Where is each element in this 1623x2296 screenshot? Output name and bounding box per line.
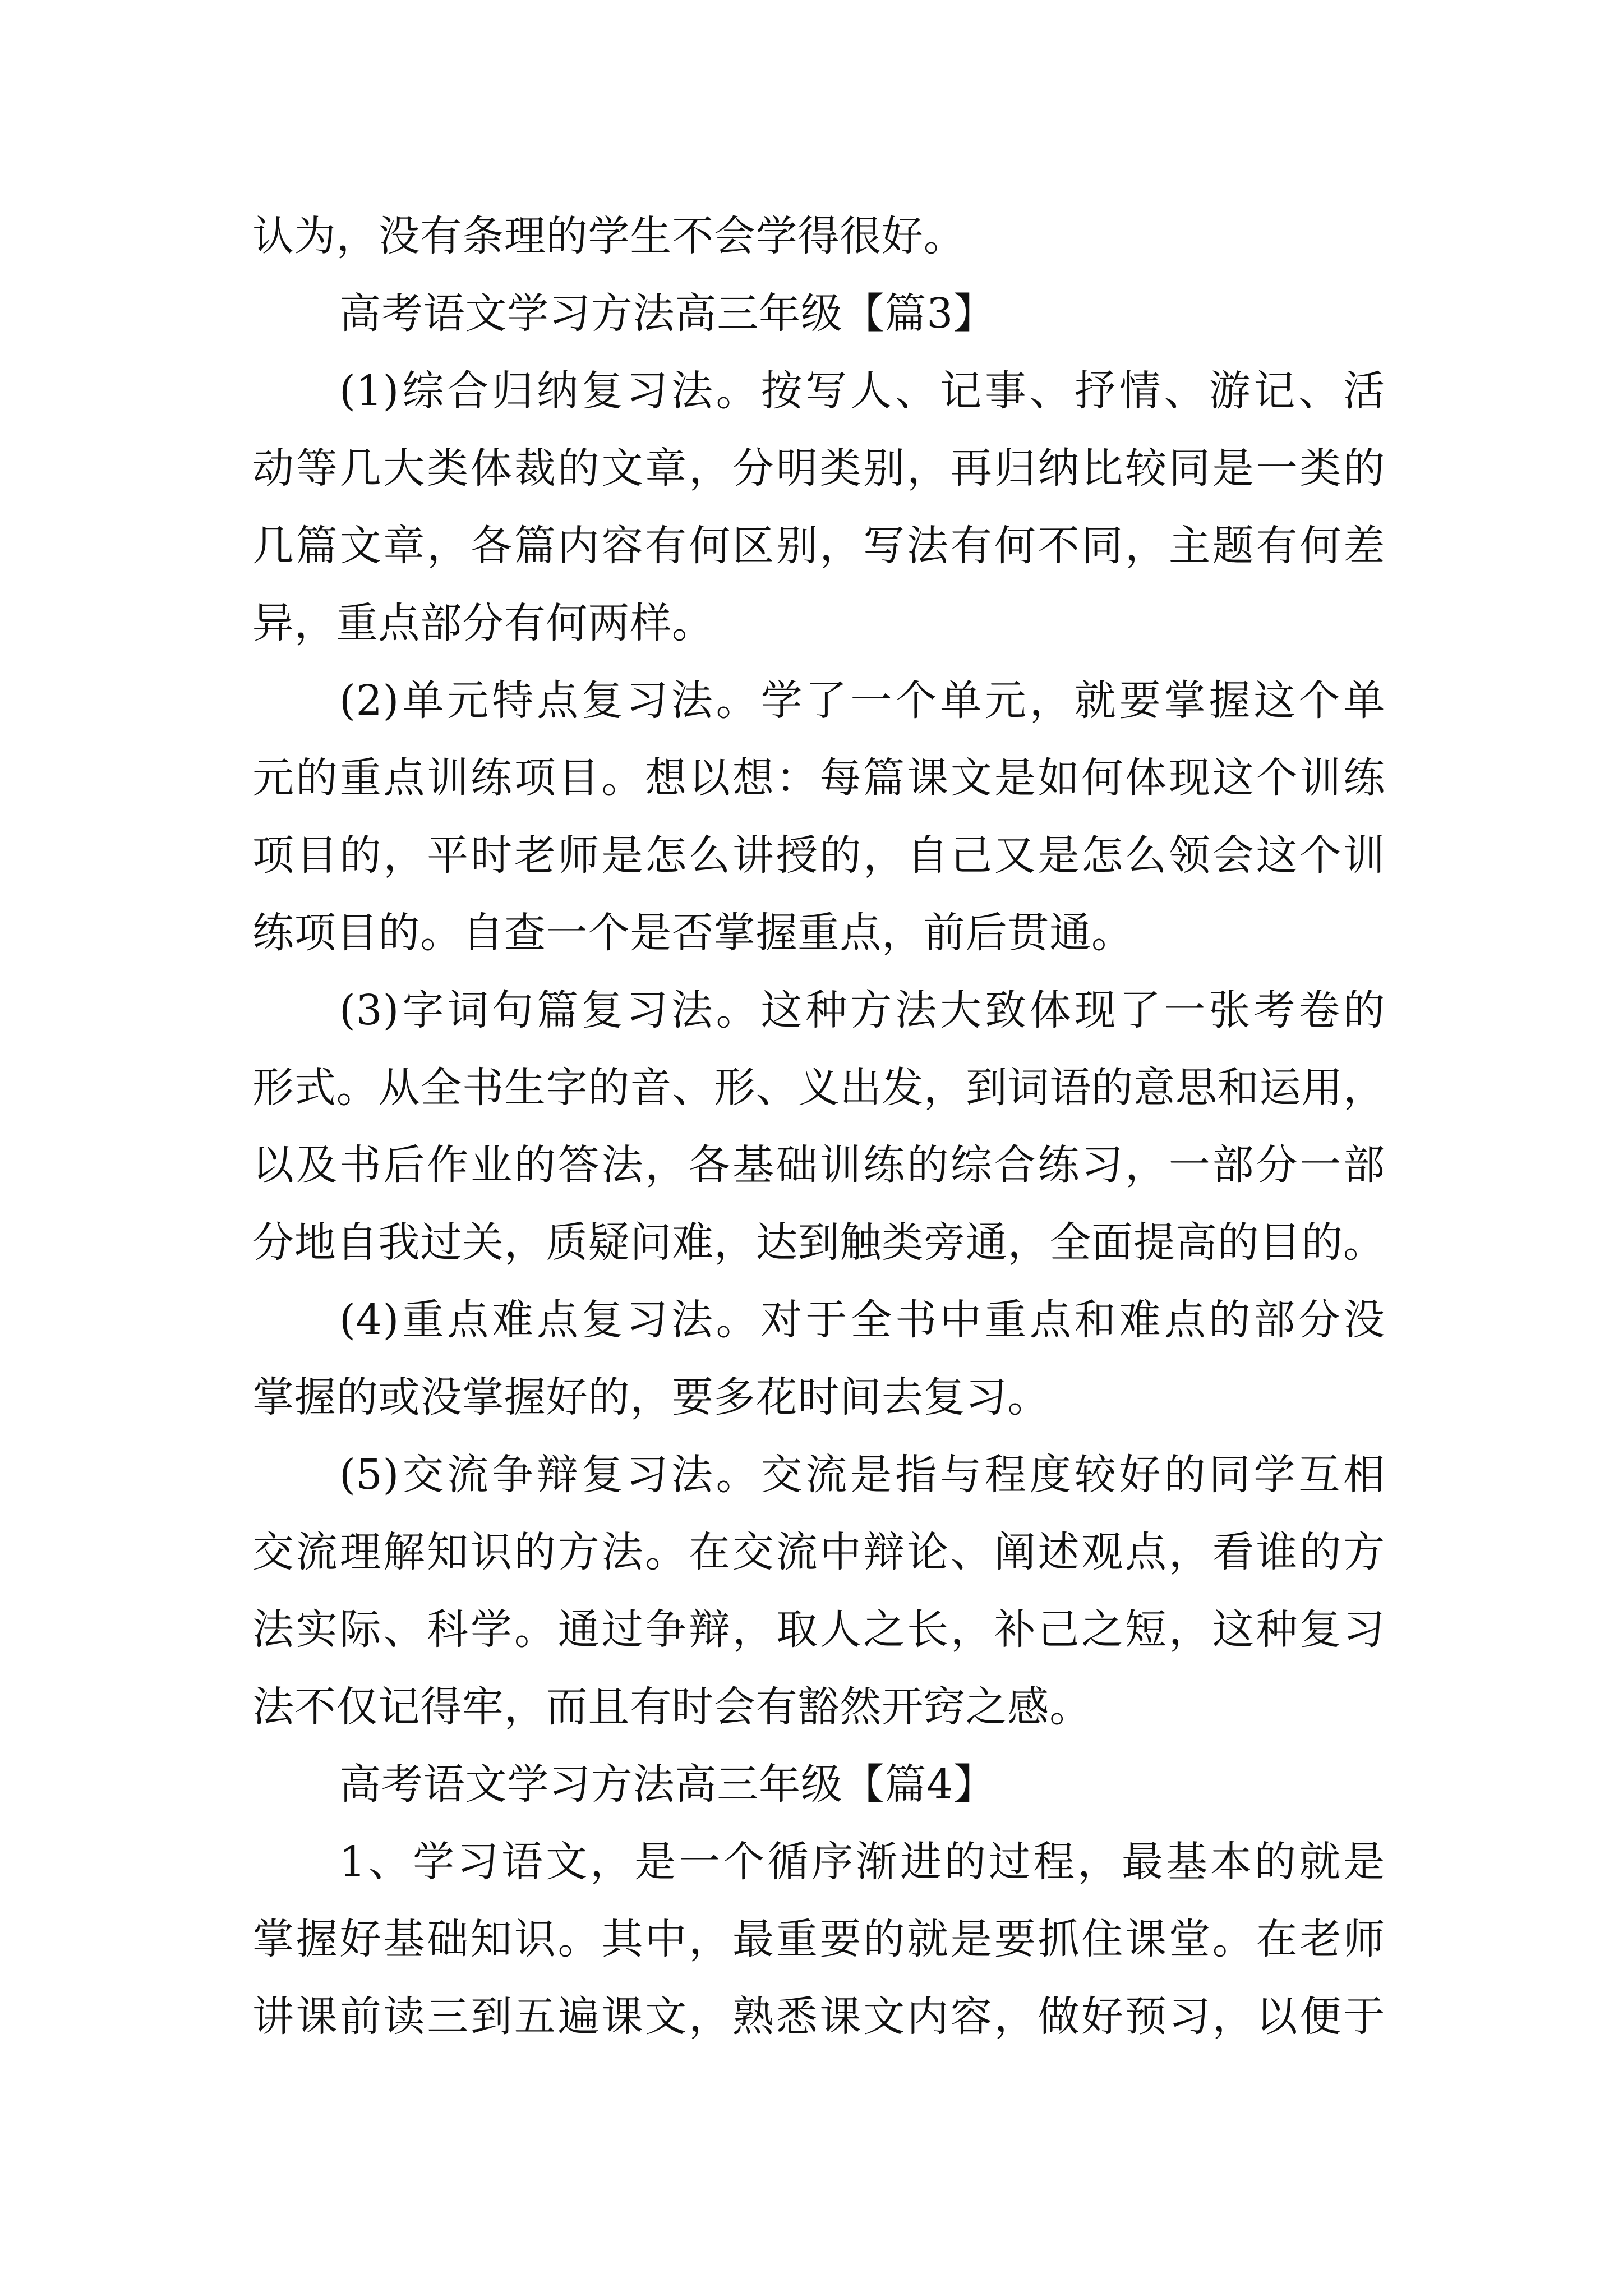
section-heading: 高考语文学习方法高三年级【篇4】 (339, 1760, 995, 1809)
text-line: 掌握的或没掌握好的，要多花时间去复习。 (252, 1373, 1050, 1421)
text-line: 动等几大类体裁的文章，分明类别，再归纳比较同是一类的 (252, 444, 1385, 493)
section-heading: 高考语文学习方法高三年级【篇3】 (339, 289, 995, 338)
text-line: 项目的，平时老师是怎么讲授的，自己又是怎么领会这个训 (252, 831, 1385, 880)
text-line: 认为，没有条理的学生不会学得很好。 (252, 212, 966, 260)
text-line: 法不仅记得牢，而且有时会有豁然开窍之感。 (252, 1683, 1091, 1731)
text-line: 法实际、科学。通过争辩，取人之长，补己之短，这种复习 (252, 1605, 1385, 1654)
text-line: (5)交流争辩复习法。交流是指与程度较好的同学互相 (339, 1451, 1385, 1499)
text-line: (4)重点难点复习法。对于全书中重点和难点的部分没 (339, 1296, 1385, 1344)
text-line: 分地自我过关，质疑问难，达到触类旁通，全面提高的目的。 (252, 1218, 1385, 1267)
text-line: (2)单元特点复习法。学了一个单元，就要掌握这个单 (339, 677, 1385, 725)
text-line: 交流理解知识的方法。在交流中辩论、阐述观点，看谁的方 (252, 1528, 1385, 1576)
text-line: 形式。从全书生字的音、形、义出发，到词语的意思和运用， (252, 1064, 1385, 1112)
text-line: 几篇文章，各篇内容有何区别，写法有何不同，主题有何差 (252, 522, 1385, 570)
text-line: (1)综合归纳复习法。按写人、记事、抒情、游记、活 (339, 367, 1385, 415)
text-line: (3)字词句篇复习法。这种方法大致体现了一张考卷的 (339, 986, 1385, 1034)
text-line: 元的重点训练项目。想以想：每篇课文是如何体现这个训练 (252, 754, 1385, 802)
text-line: 1、学习语文，是一个循序渐进的过程，最基本的就是 (339, 1838, 1385, 1886)
text-line: 掌握好基础知识。其中，最重要的就是要抓住课堂。在老师 (252, 1915, 1385, 1963)
text-line: 讲课前读三到五遍课文，熟悉课文内容，做好预习，以便于 (252, 1993, 1385, 2041)
text-line: 异，重点部分有何两样。 (252, 599, 714, 647)
text-line: 练项目的。自查一个是否掌握重点，前后贯通。 (252, 909, 1133, 957)
text-line: 以及书后作业的答法，各基础训练的综合练习，一部分一部 (252, 1141, 1385, 1189)
